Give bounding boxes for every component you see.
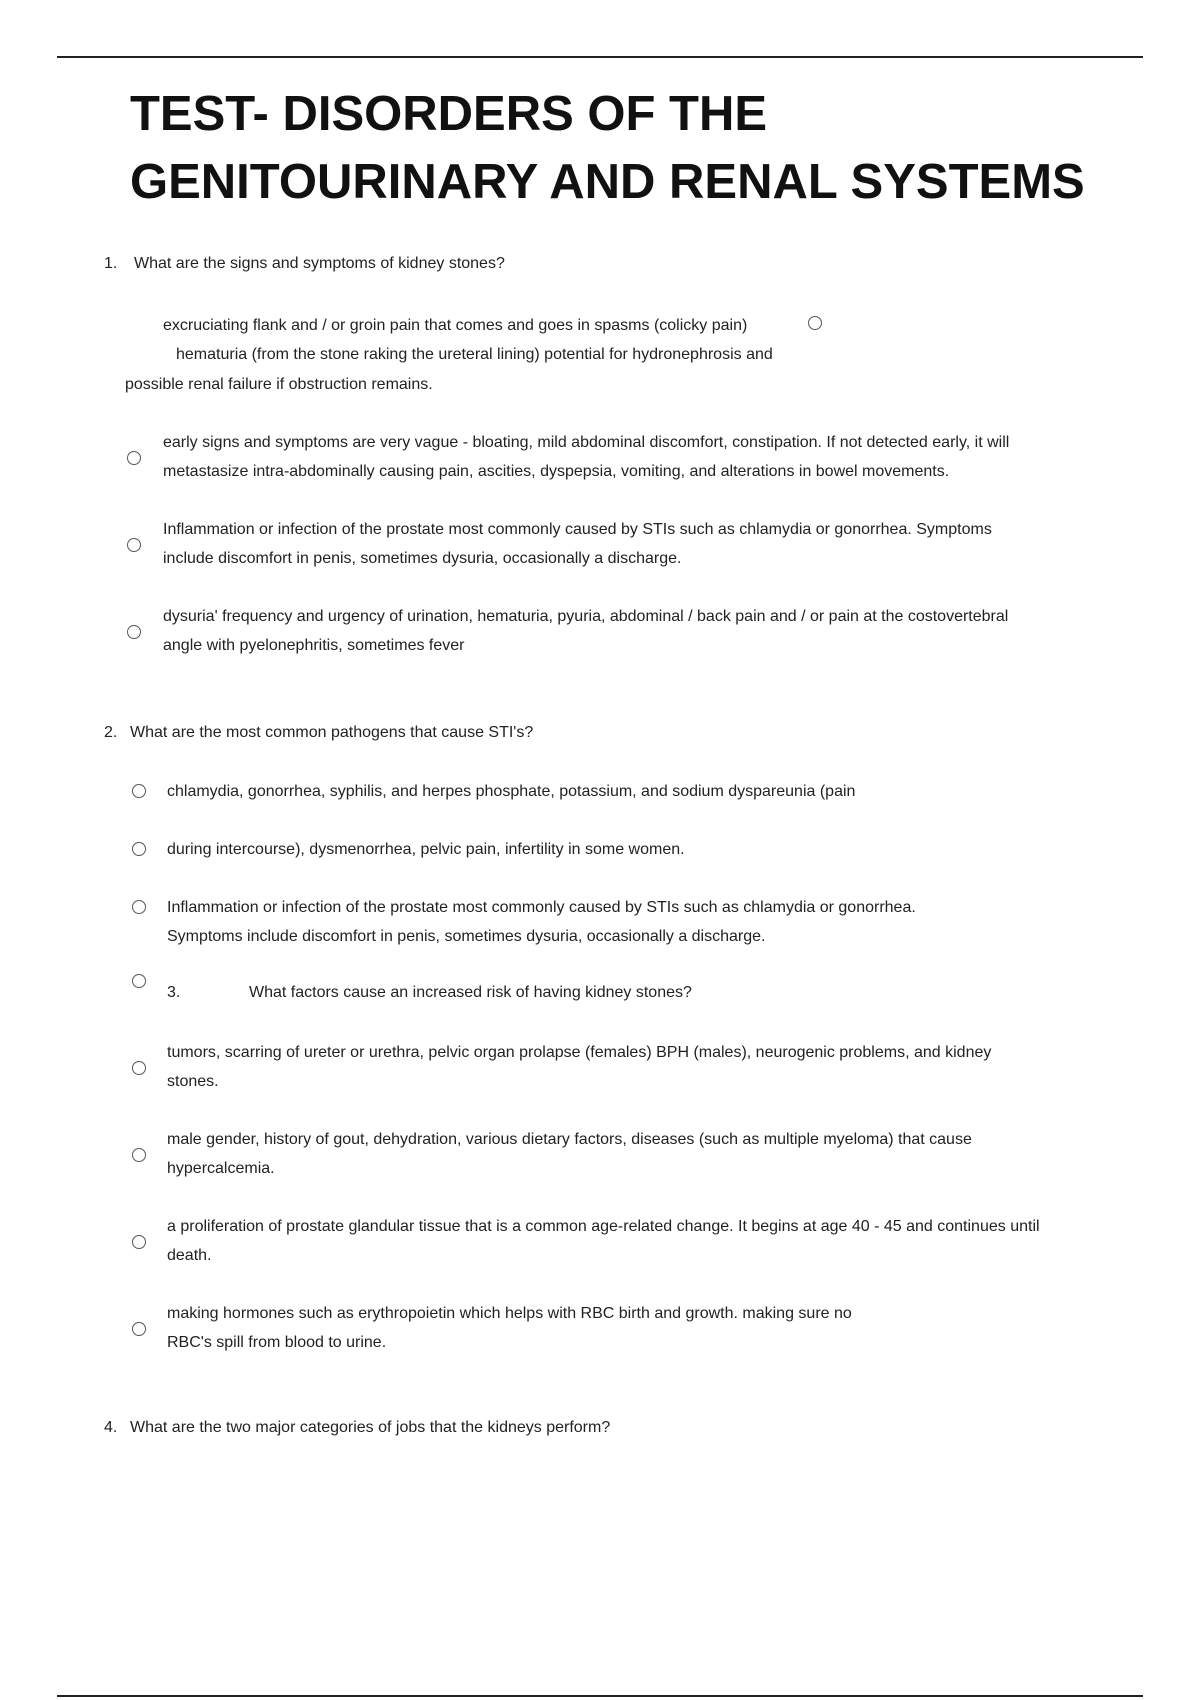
question-4-text: What are the two major categories of jobs that the kidneys perform? — [130, 1419, 611, 1436]
question-3 — [167, 984, 692, 1002]
page-title — [130, 80, 1130, 216]
q3-option-4: making hormones such as erythropoietin which helps with RBC birth and growth. making sure no RBC's spill from blood to urine. — [167, 1305, 852, 1351]
bottom-rule — [57, 1695, 1143, 1697]
q3-option-3: a proliferation of prostate glandular tissue that is a common age-related change. It begins at age 40 - 45 and continues until death. — [167, 1218, 1040, 1264]
q3-option-2: male gender, history of gout, dehydration, various dietary factors, diseases (such as multiple myeloma) that cause hypercalcemia. — [167, 1131, 972, 1177]
question-1 — [104, 255, 505, 273]
question-2-text: What are the most common pathogens that cause STI's? — [130, 724, 534, 741]
q1-option-2: early signs and symptoms are very vague - bloating, mild abdominal discomfort, constipation. If not detected early, it will metastasize intra-abdominally causing pain, ascities, dyspepsia, vomiting, and alterations in bowel movements. — [163, 434, 1010, 480]
q2-option-1: chlamydia, gonorrhea, syphilis, and herpes phosphate, potassium, and sodium dyspareunia (pain — [167, 783, 856, 800]
q3-option-3-radio[interactable] — [132, 1235, 146, 1249]
question-4 — [104, 1419, 610, 1437]
q3-radio[interactable] — [132, 974, 146, 988]
title-line-1: TEST- DISORDERS OF THE — [130, 87, 768, 141]
question-2 — [104, 724, 533, 742]
q1-option-3-radio[interactable] — [127, 538, 141, 552]
question-3-number: 3. — [167, 984, 181, 1001]
q1-option-4-radio[interactable] — [127, 625, 141, 639]
q2-option-1-radio[interactable] — [132, 784, 146, 798]
q3-option-2-radio[interactable] — [132, 1148, 146, 1162]
q2-option-3-radio[interactable] — [132, 900, 146, 914]
top-rule — [57, 56, 1143, 58]
question-4-number: 4. — [104, 1419, 118, 1436]
q3-option-1-radio[interactable] — [132, 1061, 146, 1075]
question-1-number: 1. — [104, 255, 118, 272]
title-line-2: GENITOURINARY AND RENAL SYSTEMS — [130, 155, 1085, 209]
question-1-text: What are the signs and symptoms of kidney stones? — [134, 255, 505, 272]
question-3-text: What factors cause an increased risk of having kidney stones? — [249, 984, 692, 1001]
q1-answer-radio[interactable] — [808, 316, 822, 330]
q1-option-2-radio[interactable] — [127, 451, 141, 465]
q3-option-1: tumors, scarring of ureter or urethra, pelvic organ prolapse (females) BPH (males), neurogenic problems, and kidney stones. — [167, 1044, 992, 1090]
q1-answer-line-1: excruciating flank and / or groin pain that comes and goes in spasms (colicky pain) — [163, 317, 748, 334]
question-2-number: 2. — [104, 724, 118, 741]
q2-option-3: Inflammation or infection of the prostate most commonly caused by STIs such as chlamydia or gonorrhea. Symptoms include discomfort in penis, sometimes dysuria, occasionally a discharge. — [167, 899, 916, 945]
q3-option-4-radio[interactable] — [132, 1322, 146, 1336]
q2-option-2: during intercourse), dysmenorrhea, pelvic pain, infertility in some women. — [167, 841, 685, 858]
q1-option-4: dysuria' frequency and urgency of urination, hematuria, pyuria, abdominal / back pain and / or pain at the costovertebral angle with pyelonephritis, sometimes fever — [163, 608, 1009, 654]
q1-answer-line-3: possible renal failure if obstruction remains. — [125, 376, 433, 393]
q2-option-2-radio[interactable] — [132, 842, 146, 856]
q1-answer-line-2: hematuria (from the stone raking the ureteral lining) potential for hydronephrosis and — [176, 346, 773, 363]
q1-option-3: Inflammation or infection of the prostate most commonly caused by STIs such as chlamydia or gonorrhea. Symptoms include discomfort in penis, sometimes dysuria, occasionally a discharge. — [163, 521, 992, 567]
